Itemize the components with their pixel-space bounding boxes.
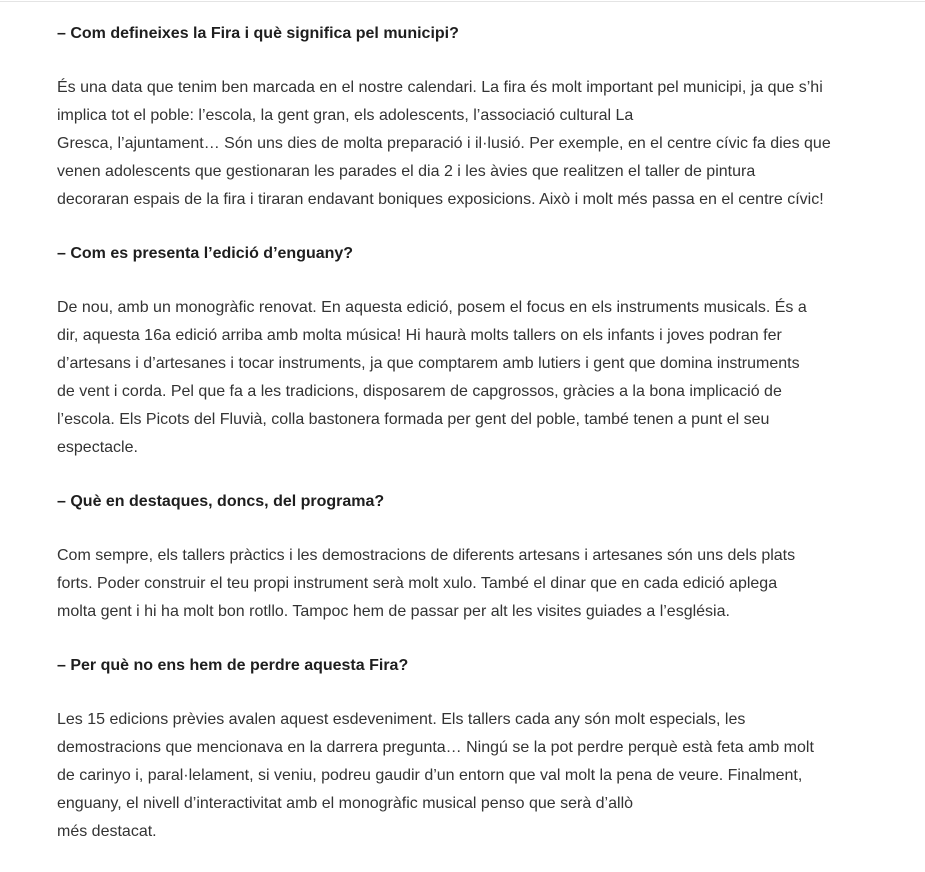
answer-paragraph [57,706,887,846]
answer-line: molta gent i hi ha molt bon rotllo. Tampoc hem de passar per alt les visites guiades a l’església. [57,603,730,620]
answer-line: enguany, el nivell d’interactivitat amb el monogràfic musical penso que serà d’allò [57,795,634,812]
answer-line: dir, aquesta 16a edició arriba amb molta música! Hi haurà molts tallers on els infants i joves podran fer [57,327,782,344]
answer-line: De nou, amb un monogràfic renovat. En aquesta edició, posem el focus en els instruments musicals. És a [57,299,807,316]
answer-line: espectacle. [57,439,138,456]
answer-line: de vent i corda. Pel que fa a les tradicions, disposarem de capgrossos, gràcies a la bona implicació de [57,383,782,400]
answer-line: Les 15 edicions prèvies avalen aquest esdeveniment. Els tallers cada any són molt especials, les [57,711,746,728]
answer-line: venen adolescents que gestionaran les parades el dia 2 i les àvies que realitzen el taller de pintura [57,163,756,180]
answer-line: d’artesans i d’artesanes i tocar instruments, ja que comptarem amb lutiers i gent que domina instruments [57,355,800,372]
answer-line: forts. Poder construir el teu propi instrument serà molt xulo. També el dinar que en cada edició aplega [57,575,778,592]
answer-line: l’escola. Els Picots del Fluvià, colla bastonera formada per gent del poble, també tenen a punt el seu [57,411,770,428]
question-heading: – Com es presenta l’edició d’enguany? [57,245,354,262]
answer-line: implica tot el poble: l’escola, la gent gran, els adolescents, l’associació cultural La [57,107,634,124]
answer-line: decoraran espais de la fira i tiraran endavant boniques exposicions. Això i molt més passa en el centre cívic! [57,191,824,208]
answer-line: de carinyo i, paral·lelament, si veniu, podreu gaudir d’un entorn que val molt la pena de veure. Finalment, [57,767,803,784]
question-heading: – Què en destaques, doncs, del programa? [57,493,385,510]
top-divider [0,1,925,2]
answer-line: És una data que tenim ben marcada en el nostre calendari. La fira és molt important pel municipi, ja que s’hi [57,79,823,96]
interview-article [57,20,887,872]
answer-line: Com sempre, els tallers pràctics i les demostracions de diferents artesans i artesanes són uns dels plats [57,547,796,564]
question-heading: – Per què no ens hem de perdre aquesta Fira? [57,657,409,674]
answer-paragraph [57,542,887,626]
answer-paragraph [57,294,887,462]
answer-paragraph [57,74,887,214]
answer-line: Gresca, l’ajuntament… Són uns dies de molta preparació i il·lusió. Per exemple, en el centre cívic fa dies que [57,135,831,152]
answer-line: demostracions que mencionava en la darrera pregunta… Ningú se la pot perdre perquè està feta amb molt [57,739,814,756]
answer-line: més destacat. [57,823,157,840]
question-heading: – Com defineixes la Fira i què significa pel municipi? [57,25,459,42]
